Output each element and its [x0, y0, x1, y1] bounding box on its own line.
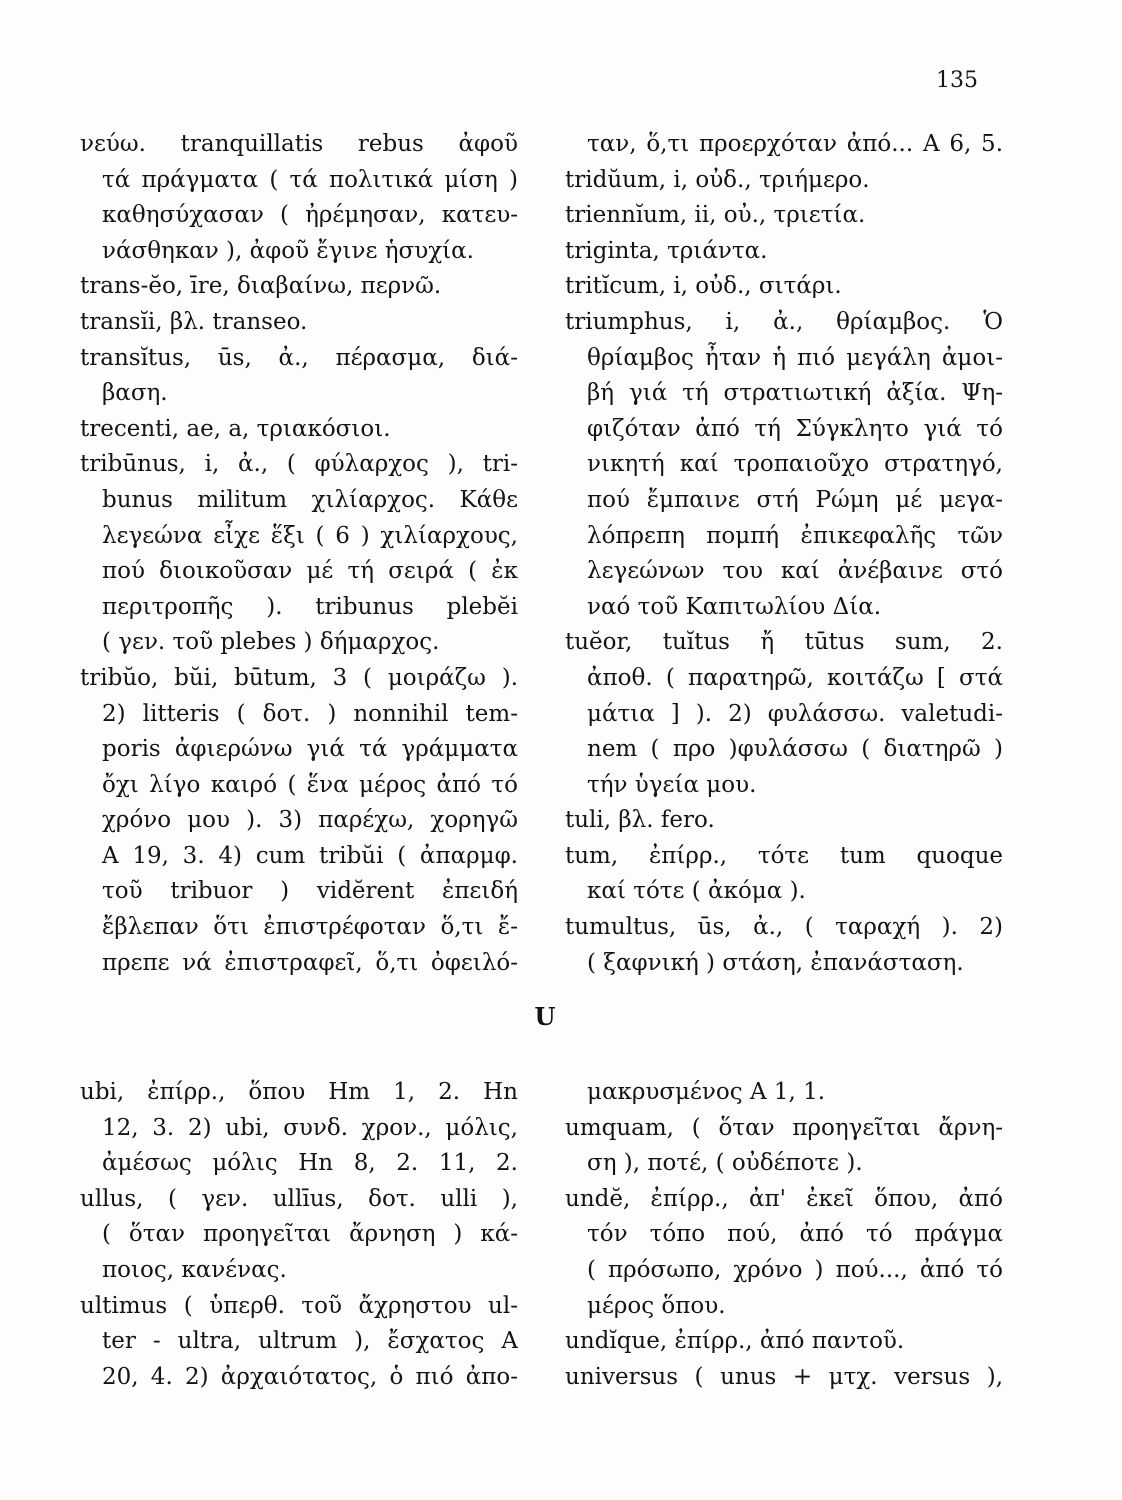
dictionary-line: tribŭo, bŭi, būtum, 3 ( μοιράζω ).: [80, 664, 518, 691]
dictionary-line: ποιος, κανένας.: [102, 1256, 287, 1283]
dictionary-line: ultimus ( ὑπερθ. τοῦ ἄχρηστου ul-: [80, 1292, 518, 1319]
dictionary-line: poris ἀφιερώνω γιά τά γράμματα: [102, 736, 518, 763]
dictionary-line: μάτια ] ). 2) φυλάσσω. valetudi-: [587, 700, 1003, 727]
dictionary-line: λεγεώνων του καί ἀνέβαινε στό: [587, 558, 1003, 585]
dictionary-line: τοῦ tribuor ) vidĕrent ἐπειδή: [102, 878, 518, 905]
dictionary-line: νικητή καί τροπαιοῦχο στρατηγό,: [587, 451, 1003, 478]
dictionary-line: καί τότε ( ἀκόμα ).: [587, 878, 806, 905]
dictionary-line: βαση.: [102, 380, 168, 407]
dictionary-line: θρίαμβος ἦταν ἡ πιό μεγάλη ἀμοι-: [587, 344, 1003, 371]
dictionary-line: triennĭum, ii, οὐ., τριετία.: [565, 202, 866, 229]
dictionary-line: transĭtus, ūs, ἀ., πέρασμα, διά-: [80, 344, 518, 371]
column-bottom-right: [565, 1075, 1003, 1395]
dictionary-line: μακρυσμένος A 1, 1.: [587, 1079, 826, 1105]
dictionary-line: ( γεν. τοῦ plebes ) δήμαρχος.: [102, 629, 440, 656]
dictionary-line: undĕ, ἐπίρρ., ἀπ' ἐκεῖ ὅπου, ἀπό: [565, 1185, 1003, 1212]
dictionary-line: ullus, ( γεν. ullīus, δοτ. ulli ),: [80, 1185, 518, 1212]
dictionary-line: ναό τοῦ Καπιτωλίου Δία.: [587, 593, 882, 620]
page-number: 135: [936, 68, 978, 93]
dictionary-line: πού διοικοῦσαν μέ τή σειρά ( ἐκ: [102, 558, 518, 585]
column-top-right: [565, 127, 1003, 981]
dictionary-line: 20, 4. 2) ἀρχαιότατος, ὁ πιό ἀπο-: [102, 1363, 518, 1390]
dictionary-line: ( πρόσωπο, χρόνο ) πού..., ἀπό τό: [587, 1256, 1003, 1283]
dictionary-line: trans-ĕo, īre, διαβαίνω, περνῶ.: [80, 273, 442, 300]
dictionary-line: ἀμέσως μόλις Hn 8, 2. 11, 2.: [102, 1150, 518, 1177]
dictionary-line: τήν ὑγεία μου.: [587, 771, 757, 798]
dictionary-line: λεγεώνα εἶχε ἕξι ( 6 ) χιλίαρχους,: [102, 522, 518, 549]
dictionary-line: νάσθηκαν ), ἀφοῦ ἔγινε ἡσυχία.: [102, 237, 474, 264]
dictionary-line: A 19, 3. 4) cum tribŭi ( ἀπαρμφ.: [102, 842, 518, 869]
dictionary-line: μέρος ὅπου.: [587, 1292, 726, 1319]
dictionary-line: ση ), ποτέ, ( οὐδέποτε ).: [587, 1150, 863, 1177]
dictionary-line: ἔβλεπαν ὅτι ἐπιστρέφοταν ὅ,τι ἔ-: [102, 914, 518, 941]
section-letter: U: [534, 1002, 556, 1031]
dictionary-line: καθησύχασαν ( ἠρέμησαν, κατευ-: [102, 202, 518, 229]
dictionary-line: tum, ἐπίρρ., τότε tum quoque: [565, 842, 1003, 869]
dictionary-line: φιζόταν ἀπό τή Σύγκλητο γιά τό: [587, 415, 1003, 442]
dictionary-line: ( ξαφνική ) στάση, ἐπανάσταση.: [587, 949, 964, 976]
dictionary-line: trecenti, ae, a, τριακόσιοι.: [80, 415, 391, 442]
dictionary-line: undĭque, ἐπίρρ., ἀπό παντοῦ.: [565, 1328, 905, 1355]
dictionary-line: universus ( unus + μτχ. versus ),: [565, 1363, 1003, 1390]
dictionary-line: χρόνο μου ). 3) παρέχω, χορηγῶ: [102, 807, 518, 834]
dictionary-line: λόπρεπη πομπή ἐπικεφαλῆς τῶν: [587, 522, 1003, 549]
dictionary-line: ἀποθ. ( παρατηρῶ, κοιτάζω [ στά: [587, 664, 1003, 691]
dictionary-line: πρεπε νά ἐπιστραφεῖ, ὅ,τι ὀφειλό-: [102, 949, 518, 976]
dictionary-line: ubi, ἐπίρρ., ὅπου Hm 1, 2. Hn: [80, 1079, 518, 1105]
dictionary-line: ter - ultra, ultrum ), ἔσχατος A: [102, 1328, 518, 1355]
dictionary-line: περιτροπῆς ). tribunus plebĕi: [102, 593, 518, 620]
dictionary-line: 2) litteris ( δοτ. ) nonnihil tem-: [102, 700, 518, 727]
dictionary-line: transĭi, βλ. transeo.: [80, 308, 308, 335]
column-top-left: [80, 127, 518, 981]
dictionary-line: πού ἔμπαινε στή Ρώμη μέ μεγα-: [587, 486, 1003, 513]
dictionary-line: triumphus, i, ἀ., θρίαμβος. Ὁ: [565, 308, 1003, 335]
dictionary-line: τά πράγματα ( τά πολιτικά μίση ): [102, 166, 518, 193]
dictionary-line: νεύω. tranquillatis rebus ἀφοῦ: [80, 131, 518, 157]
dictionary-line: tritĭcum, i, οὐδ., σιτάρι.: [565, 273, 842, 300]
dictionary-line: tridŭum, i, οὐδ., τριήμερο.: [565, 166, 870, 193]
dictionary-line: bunus militum χιλίαρχος. Κάθε: [102, 486, 518, 513]
dictionary-line: ταν, ὅ,τι προερχόταν ἀπό... A 6, 5.: [587, 131, 1003, 157]
dictionary-line: ὄχι λίγο καιρό ( ἕνα μέρος ἀπό τό: [102, 771, 518, 798]
column-bottom-left: [80, 1075, 518, 1395]
dictionary-line: 12, 3. 2) ubi, συνδ. χρον., μόλις,: [102, 1114, 518, 1141]
dictionary-line: tribūnus, i, ἀ., ( φύλαρχος ), tri-: [80, 451, 518, 478]
dictionary-line: βή γιά τή στρατιωτική ἀξία. Ψη-: [587, 380, 1003, 407]
dictionary-line: umquam, ( ὅταν προηγεῖται ἄρνη-: [565, 1114, 1003, 1141]
dictionary-line: triginta, τριάντα.: [565, 237, 768, 264]
dictionary-line: tumultus, ūs, ἀ., ( ταραχή ). 2): [565, 914, 1003, 941]
dictionary-line: tuĕor, tuĭtus ἤ tūtus sum, 2.: [565, 629, 1003, 656]
dictionary-line: τόν τόπο πού, ἀπό τό πράγμα: [587, 1221, 1003, 1248]
dictionary-line: tuli, βλ. fero.: [565, 807, 715, 834]
dictionary-line: ( ὅταν προηγεῖται ἄρνηση ) κά-: [102, 1221, 518, 1248]
dictionary-line: nem ( προ )φυλάσσω ( διατηρῶ ): [587, 736, 1003, 763]
